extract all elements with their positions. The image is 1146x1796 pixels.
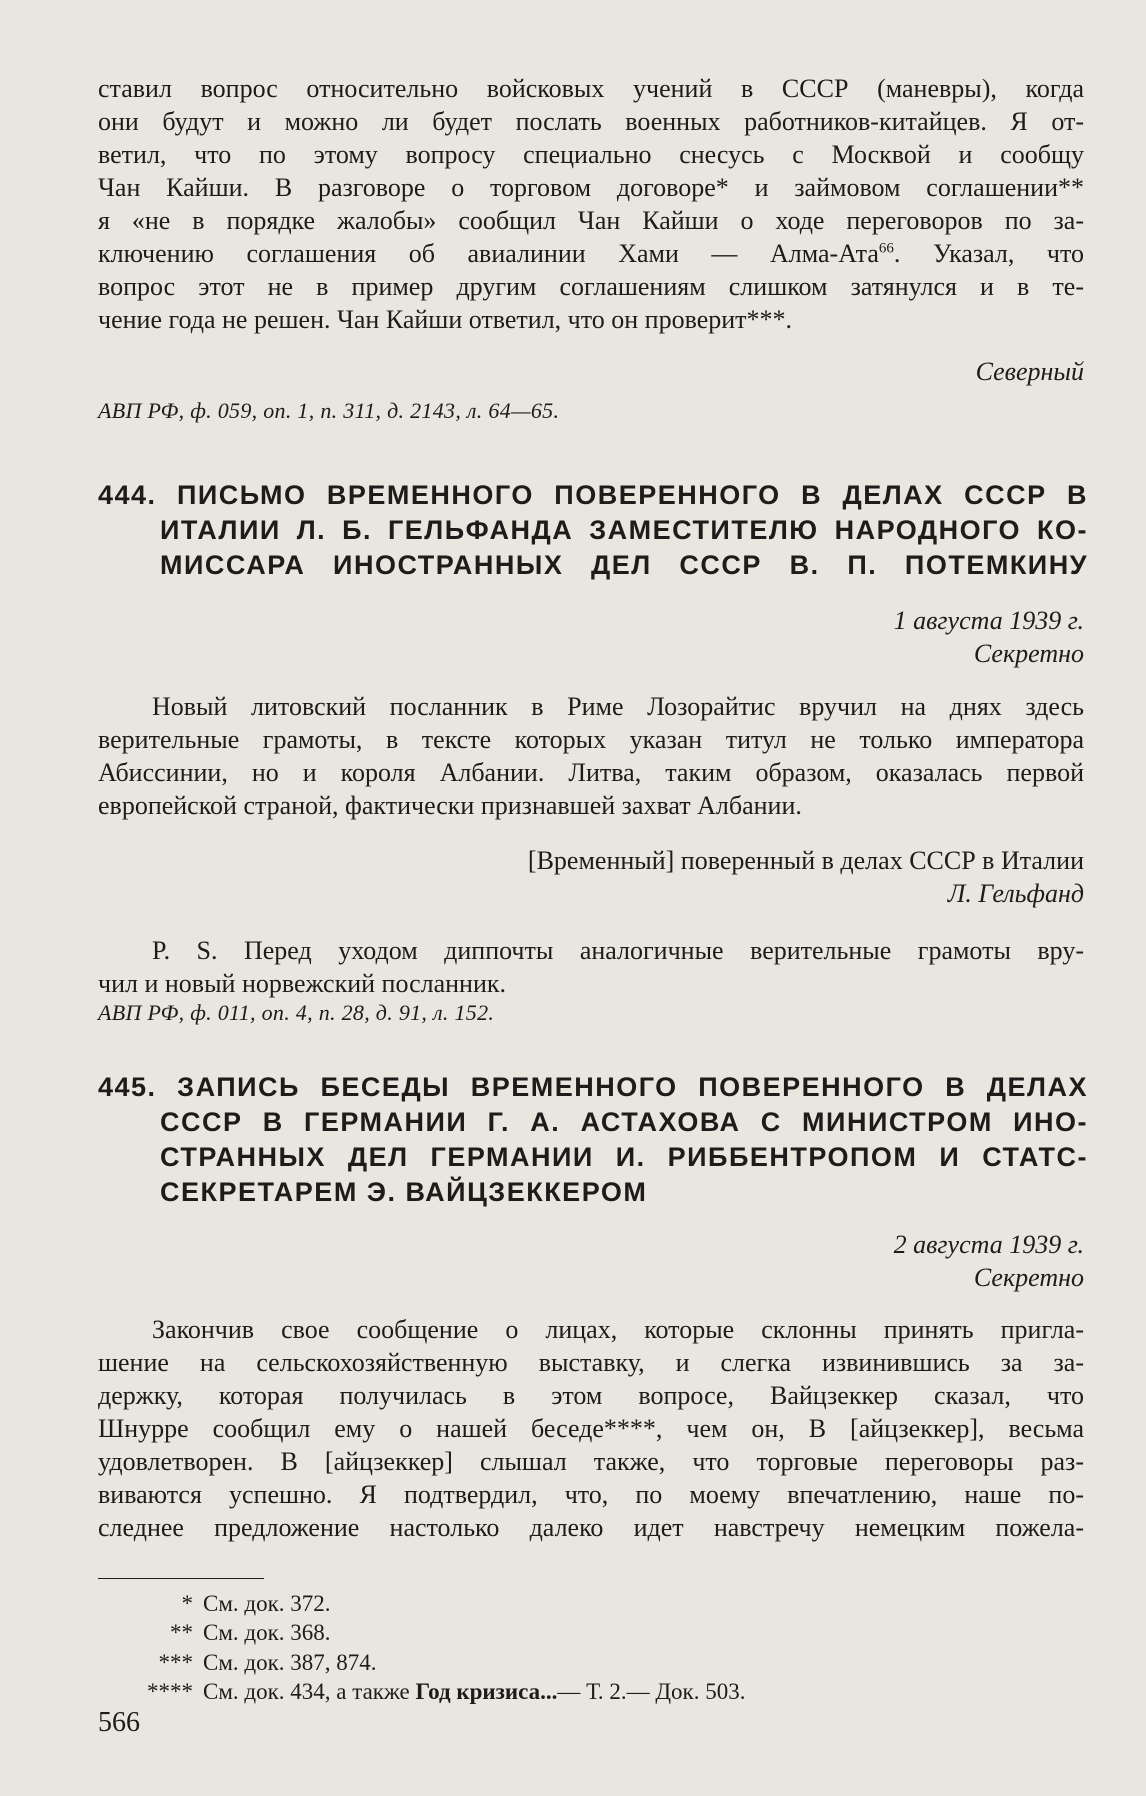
signature-severny: Северный bbox=[975, 357, 1084, 386]
footnote-mark: **** bbox=[147, 1679, 193, 1704]
doc-number: 445. bbox=[98, 1072, 157, 1102]
text-line: Новый литовский посланник в Риме Лозорайтис вручил на днях здесь bbox=[152, 692, 1084, 721]
footnote bbox=[98, 1677, 746, 1706]
text-line: чение года не решен. Чан Кайши ответил, что он проверит***. bbox=[98, 305, 793, 334]
text-line: вопрос этот не в пример другим соглашениям слишком затянулся и в те- bbox=[98, 272, 1084, 301]
heading-line: СТРАННЫХ ДЕЛ ГЕРМАНИИ И. РИББЕНТРОПОМ И СТАТС- bbox=[160, 1142, 1088, 1172]
text-line: европейской страной, фактически признавшей захват Албании. bbox=[98, 791, 802, 820]
doc-445-body bbox=[98, 1313, 1084, 1544]
heading-text: ПИСЬМО ВРЕМЕННОГО ПОВЕРЕННОГО В ДЕЛАХ СССР В bbox=[176, 480, 1088, 510]
archive-source: АВП РФ, ф. 059, оп. 1, п. 311, д. 2143, л. 64—65. bbox=[98, 398, 560, 423]
text-line: ветил, что по этому вопросу специально снесусь с Москвой и сообщу bbox=[98, 140, 1084, 169]
heading-line bbox=[98, 478, 1088, 513]
doc-444-date: 1 августа 1939 г. bbox=[893, 606, 1084, 635]
footnote-mark: ** bbox=[170, 1620, 193, 1645]
text-fragment: . Указал, что bbox=[893, 239, 1085, 268]
endnote-ref: 66 bbox=[878, 240, 894, 257]
text-line-with-note bbox=[98, 237, 1084, 270]
footnote bbox=[98, 1589, 331, 1618]
doc-444-body bbox=[98, 690, 1084, 822]
footnote-tail: — Т. 2.— Док. 503. bbox=[557, 1679, 746, 1704]
continuation-paragraph bbox=[98, 72, 1084, 336]
text-line: шение на сельскохозяйственную выставку, и слегка извинившись за за- bbox=[98, 1348, 1084, 1377]
doc-444-signature-name: Л. Гельфанд bbox=[947, 879, 1084, 908]
text-line: они будут и можно ли будет послать военных работников-китайцев. Я от- bbox=[98, 107, 1084, 136]
text-line: Абиссинии, но и короля Албании. Литва, таким образом, оказалась первой bbox=[98, 758, 1084, 787]
text-line: удовлетворен. В [айцзеккер] слышал также, что торговые переговоры раз- bbox=[98, 1447, 1084, 1476]
text-line: Чан Кайши. В разговоре о торговом договоре* и займовом соглашении** bbox=[98, 173, 1084, 202]
text-line: ставил вопрос относительно войсковых учений в СССР (маневры), когда bbox=[98, 74, 1084, 103]
doc-445-classification: Секретно bbox=[973, 1263, 1084, 1292]
text-line: P. S. Перед уходом диппочты аналогичные верительные грамоты вру- bbox=[152, 936, 1084, 965]
footnote-mark: * bbox=[181, 1591, 193, 1616]
doc-445-date: 2 августа 1939 г. bbox=[893, 1230, 1084, 1259]
text-line: следнее предложение настолько далеко идет навстречу немецким пожела- bbox=[98, 1513, 1084, 1542]
text-line: Закончив свое сообщение о лицах, которые склонны принять пригла- bbox=[152, 1315, 1084, 1344]
text-line: виваются успешно. Я подтвердил, что, по моему впечатлению, наше по- bbox=[98, 1480, 1084, 1509]
text-line: держку, которая получилась в этом вопросе, Вайцзеккер сказал, что bbox=[98, 1381, 1084, 1410]
doc-444-heading bbox=[98, 478, 1088, 583]
heading-line bbox=[98, 1070, 1088, 1105]
text-fragment: ключению соглашения об авиалинии Хами — Алма-Ата bbox=[98, 239, 879, 268]
doc-445-heading bbox=[98, 1070, 1088, 1210]
archive-source: АВП РФ, ф. 011, оп. 4, п. 28, д. 91, л. 152. bbox=[98, 1000, 495, 1025]
heading-line: МИССАРА ИНОСТРАННЫХ ДЕЛ СССР В. П. ПОТЕМКИНУ bbox=[160, 550, 1088, 580]
footnote-divider bbox=[98, 1578, 264, 1579]
doc-number: 444. bbox=[98, 480, 157, 510]
heading-line: СССР В ГЕРМАНИИ Г. А. АСТАХОВА С МИНИСТРОМ ИНО- bbox=[160, 1107, 1088, 1137]
doc-444-postscript bbox=[98, 934, 1084, 1000]
footnote-bold-title: Год кризиса... bbox=[415, 1679, 558, 1704]
doc-444-signature-title: [Временный] поверенный в делах СССР в Италии bbox=[527, 846, 1084, 875]
footnote-text: См. док. 372. bbox=[203, 1591, 331, 1616]
text-line: верительные грамоты, в тексте которых указан титул не только императора bbox=[98, 725, 1084, 754]
footnote-text: См. док. 434, а также bbox=[203, 1679, 410, 1704]
footnote bbox=[98, 1648, 377, 1677]
heading-text: ЗАПИСЬ БЕСЕДЫ ВРЕМЕННОГО ПОВЕРЕННОГО В ДЕЛАХ bbox=[177, 1072, 1088, 1102]
footnote-text: См. док. 387, 874. bbox=[203, 1650, 377, 1675]
heading-line: ИТАЛИИ Л. Б. ГЕЛЬФАНДА ЗАМЕСТИТЕЛЮ НАРОДНОГО КО- bbox=[160, 515, 1088, 545]
heading-line: СЕКРЕТАРЕМ Э. ВАЙЦЗЕККЕРОМ bbox=[160, 1177, 648, 1207]
footnote-text: См. док. 368. bbox=[203, 1620, 331, 1645]
text-line: чил и новый норвежский посланник. bbox=[98, 969, 507, 998]
footnote bbox=[98, 1618, 331, 1647]
page-number: 566 bbox=[98, 1707, 140, 1738]
text-line: я «не в порядке жалобы» сообщил Чан Кайши о ходе переговоров по за- bbox=[98, 206, 1084, 235]
doc-444-classification: Секретно bbox=[973, 639, 1084, 668]
text-line: Шнурре сообщил ему о нашей беседе****, чем он, В [айцзеккер], весьма bbox=[98, 1414, 1084, 1443]
footnote-mark: *** bbox=[158, 1650, 193, 1675]
